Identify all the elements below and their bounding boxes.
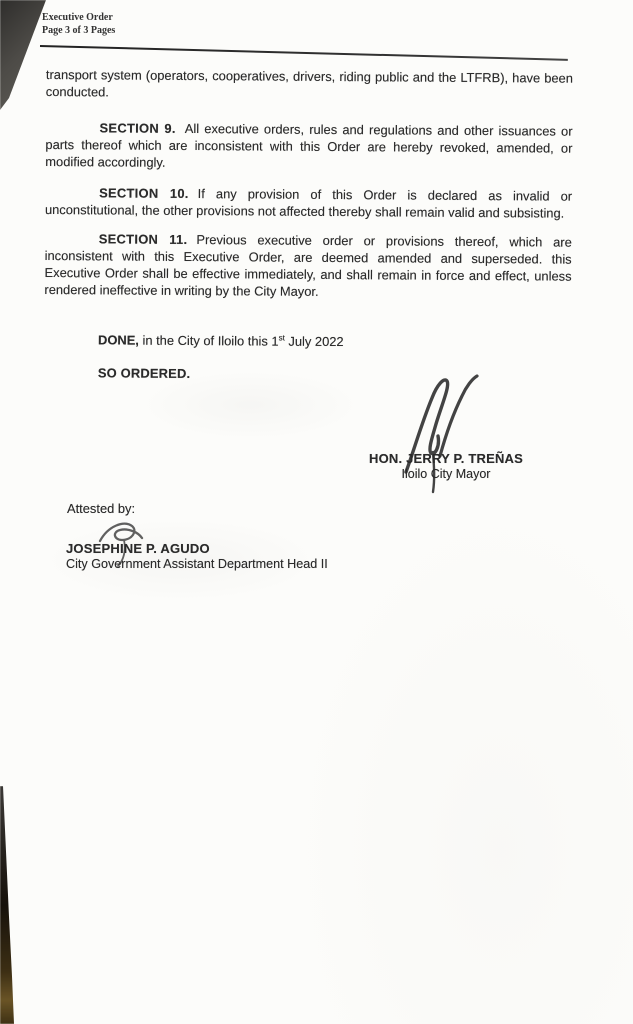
done-word: DONE, [98,332,139,348]
header-divider-line [40,45,568,61]
done-line [44,331,571,352]
page-number-label: Page 3 of 3 Pages [42,25,116,36]
document-body [44,66,573,385]
so-ordered-line: SO ORDERED. [97,365,191,382]
page-header [42,11,115,37]
section-9-label: SECTION 9. [99,120,176,136]
done-date: July 2022 [284,333,344,350]
attestor-block [66,541,328,572]
paragraph-section-9 [45,119,572,174]
signatory-name: HON. JERRY P. TREÑAS [368,451,524,466]
section-11-text: Previous executive order or provisions thereof, which are inconsistent with this Executive Order, are deemed amended and superseded. this Executive Order shall be effective immediately, and shall remain in force and effect, unless rendered ineffective in writing by the City Mayor. [44,232,572,299]
ordinal-suffix: st [278,333,285,343]
done-text: in the City of Iloilo this 1 [138,332,279,349]
section-9-text: All executive orders, rules and regulations and other issuances or parts thereof which are inconsistent with this Order are hereby revoked, amended, or modified accordingly. [45,120,573,170]
paragraph-section-11 [44,230,571,302]
signatory-block [338,451,554,482]
document-type-label: Executive Order [42,12,113,23]
section-11-label: SECTION 11. [98,231,188,247]
attested-by-label: Attested by: [67,501,136,516]
scan-edge-shadow [0,786,15,1024]
paragraph-continuation: transport system (operators, cooperatives, drivers, riding public and the LTFRB), have been conducted. [45,66,573,100]
attestor-title: City Government Assistant Department Head II [66,557,328,571]
paragraph-section-10 [45,184,572,222]
section-10-label: SECTION 10. [99,185,189,201]
attestor-name: JOSEPHINE P. AGUDO [66,541,210,556]
section-10-text: If any provision of this Order is declared as invalid or unconstitutional, the other provisions not affected thereby shall remain valid and subsisting. [44,186,573,221]
signatory-title: Iloilo City Mayor [401,467,491,481]
